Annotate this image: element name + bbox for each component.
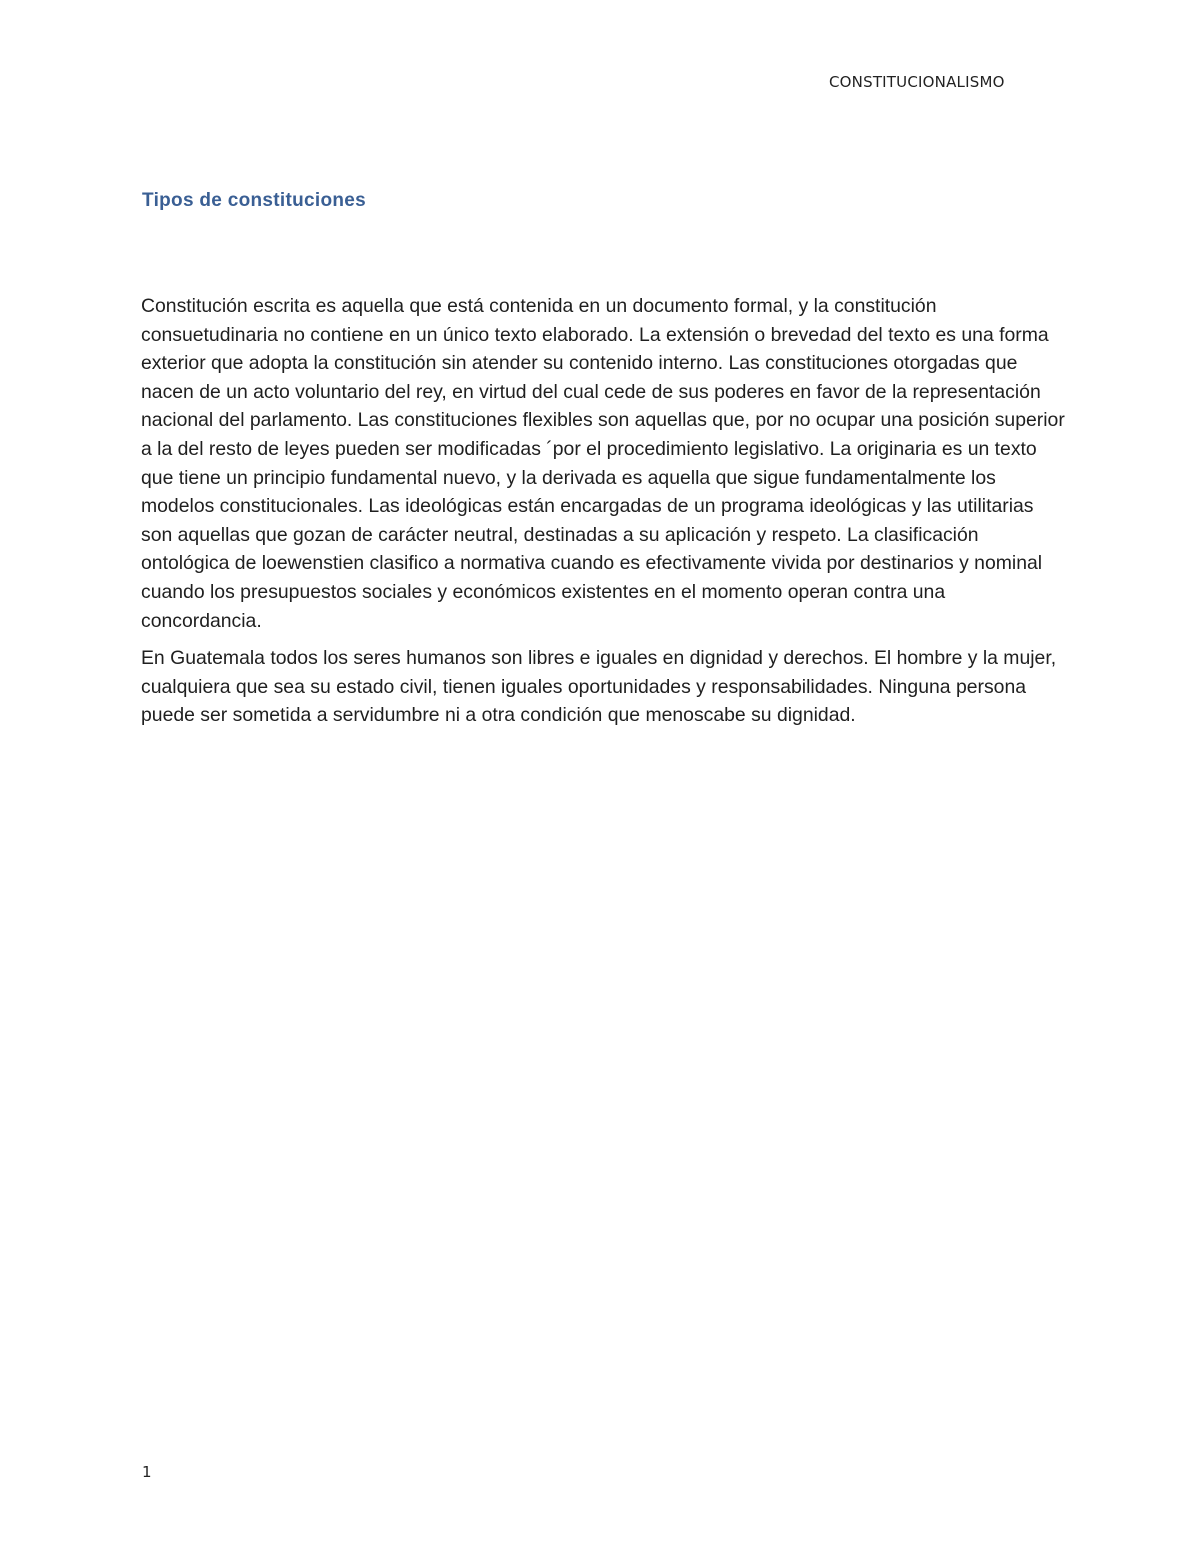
running-header: CONSTITUCIONALISMO bbox=[829, 73, 1005, 91]
body-text bbox=[141, 292, 1066, 730]
page-number: 1 bbox=[142, 1463, 152, 1481]
paragraph-guatemala: En Guatemala todos los seres humanos son libres e iguales en dignidad y derechos. El hombre y la mujer, cualquiera que sea su estado civil, tienen iguales oportunidades y responsabilidades. Ninguna persona puede ser sometida a servidumbre ni a otra condición que menoscabe su dignidad. bbox=[141, 647, 1057, 727]
section-heading: Tipos de constituciones bbox=[142, 190, 367, 211]
paragraph-constitution-types: Constitución escrita es aquella que está contenida en un documento formal, y la constitución consuetudinaria no contiene en un único texto elaborado. La extensión o brevedad del texto es una forma exterior que adopta la constitución sin atender su contenido interno. Las constituciones otorgadas que nacen de un acto voluntario del rey, en virtud del cual cede de sus poderes en favor de la representación nacional del parlamento. Las constituciones flexibles son aquellas que, por no ocupar una posición superior a la del resto de leyes pueden ser modificadas ´por el procedimiento legislativo. La originaria es un texto que tiene un principio fundamental nuevo, y la derivada es aquella que sigue fundamentalmente los modelos constitucionales. Las ideológicas están encargadas de un programa ideológicas y las utilitarias son aquellas que gozan de carácter neutral, destinadas a su aplicación y respeto. La clasificación ontológica de loewenstien clasifico a normativa cuando es efectivamente vivida por destinarios y nominal cuando los presupuestos sociales y económicos existentes en el momento operan contra una concordancia. bbox=[141, 295, 1065, 632]
